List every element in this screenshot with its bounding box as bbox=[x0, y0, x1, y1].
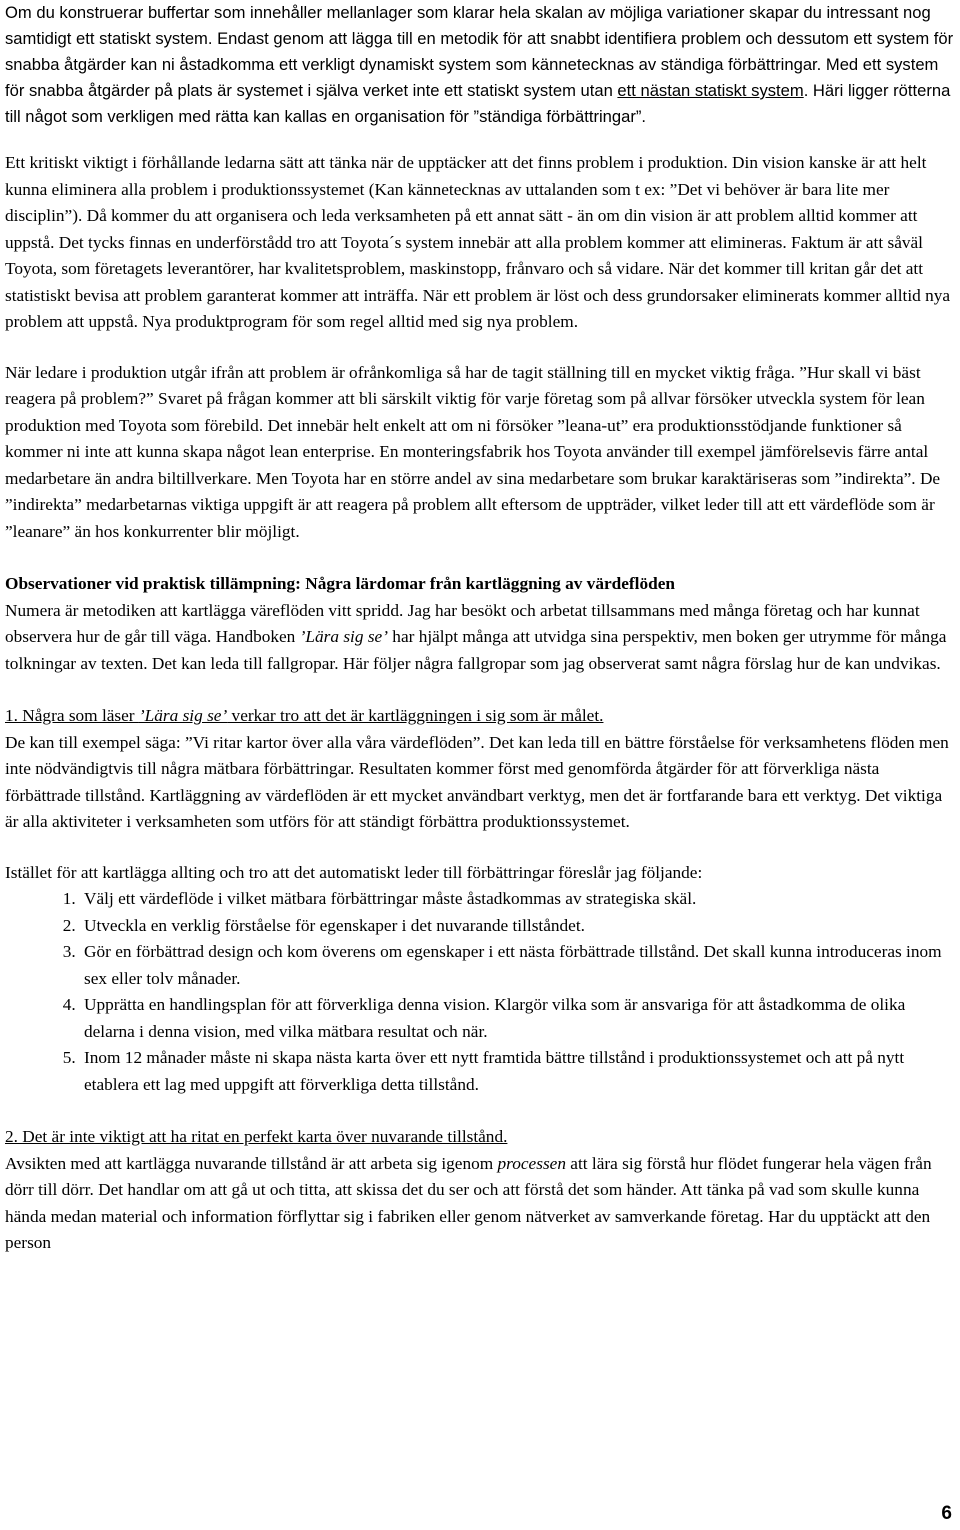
section-2-text-end: att lära sig förstå hur flödet fungerar hela vägen från dörr till dörr. Det handlar om att gå ut och titta, att skissa det du ser och att förstå det som händer. Att tänka på vad som skulle kunna hända medan material och information förflyttar sig i fabriken eller genom nätverket av samverkande företag. Har du upptäckt att den person bbox=[5, 1153, 932, 1252]
section-1-body: De kan till exempel säga: ”Vi ritar kartor över alla våra värdeflöden”. Det kan leda till en bättre förståelse för verksamhetens flöden men inte nödvändigtvis till några mätbara förbättringar. Resultaten kommer först med genomförda åtgärder för att förverkliga nästa förbättrade tillstånd. Kartläggning av värdeflöden är ett mycket användbart verktyg, men det är fortfarande bara ett verktyg. Det viktiga är alla aktiviteter i verksamheten som utförs för att ständigt förbättra produktionssystemet. bbox=[5, 732, 949, 831]
observations-text-end: har hjälpt många att utvidga sina perspektiv, men boken ger utrymme för många tolkningar av texten. Det kan leda till fallgropar. Här följer några fallgropar som jag observerat samt några förslag hur de kan undvikas. bbox=[5, 627, 947, 673]
proposal-intro: Istället för att kartlägga allting och tro att det automatiskt leder till förbättringar föreslår jag följande: bbox=[5, 862, 703, 882]
section-heading: Observationer vid praktisk tillämpning: Några lärdomar från kartläggning av värdeflöden bbox=[5, 574, 675, 593]
book-title: ’Lära sig se’ bbox=[299, 627, 388, 646]
section-1-book-title: ’Lära sig se’ bbox=[138, 706, 228, 725]
intro-text: Om du konstruerar buffertar som innehåller mellanlager som klarar hela skalan av möjliga variationer skapar du intressant nog samtidigt ett statiskt system. Endast genom att lägga till en metodik för att snabbt identifiera problem och dessutom ett system för snabba åtgärder kan ni åstadkomma ett verkligt dynamiskt system som kännetecknas av ständiga förbättringar. Med ett system för snabba åtgärder på plats är systemet i själva verket inte ett statiskt system utan bbox=[5, 3, 954, 100]
section-2-emphasis: processen bbox=[497, 1153, 566, 1173]
section-1-title-text: 1. Några som läser bbox=[5, 706, 139, 725]
list-item: 1. Välj ett värdeflöde i vilket mätbara förbättringar måste åstadkommas av strategiska skäl. bbox=[80, 886, 955, 913]
observations-paragraph bbox=[5, 598, 955, 678]
section-1-title-end: verkar tro att det är kartläggningen i sig som är målet. bbox=[227, 706, 604, 725]
section-2-title: 2. Det är inte viktigt att ha ritat en perfekt karta över nuvarande tillstånd. bbox=[5, 1127, 508, 1146]
intro-text-end: . Häri ligger rötterna till något som verkligen med rätta kan kallas en organisation för ”ständiga förbättringar”. bbox=[5, 81, 951, 126]
list-item: 2. Utveckla en verklig förståelse för egenskaper i det nuvarande tillståndet. bbox=[80, 913, 955, 940]
section-2-body bbox=[5, 1151, 955, 1257]
leaders-paragraph: När ledare i produktion utgår ifrån att problem är ofrånkomliga så har de tagit ställning till en mycket viktig fråga. ”Hur skall vi bäst reagera på problem?” Svaret på frågan kommer att bli särskilt viktig för varje företag som på allvar försöker utveckla system för lean produktion med Toyota som förebild. Det innebär helt enkelt att om ni försöker ”leana-ut” era produktionsstödjande funktioner så kommer ni inte att kunna skapa något lean enterprise. En monteringsfabrik hos Toyota använder till exempel jämförelsevis färre antal medarbetare än andra biltillverkare. Men Toyota har en större andel av sina medarbetare som brukar karaktäriseras som ”indirekta”. De ”indirekta” medarbetarnas viktiga uppgift är att reagera på problem allt eftersom de uppträder, vilket leder till att ett värdeflöde som är ”leanare” än hos konkurrenter blir möjligt. bbox=[5, 362, 941, 541]
list-item: 4. Upprätta en handlingsplan för att förverkliga denna vision. Klargör vilka som är ansvariga för att åstadkomma de olika delarna i denna vision, med vilka mätbara resultat och när. bbox=[80, 992, 955, 1045]
document-page bbox=[5, 0, 955, 1257]
list-item: 5. Inom 12 månader måste ni skapa nästa karta över ett nytt framtida bättre tillstånd i produktionssystemet och att på nytt etablera ett lag med uppgift att förverkliga detta tillstånd. bbox=[80, 1045, 955, 1098]
observations-text: Numera är metodiken att kartlägga väreflöden vitt spridd. Jag har besökt och arbetat tillsammans med många företag och har kunnat observera hur de går till väga. Handboken bbox=[5, 600, 920, 646]
problems-paragraph: Ett kritiskt viktigt i förhållande ledarna sätt att tänka när de upptäcker att det finns problem i produktion. Din vision kanske är att helt kunna eliminera alla problem i produktionssystemet (Kan kännetecknas av uttalanden som t ex: ”Det vi behöver är bara lite mer disciplin”). Då kommer du att organisera och leda verksamheten på ett annat sätt - än om din vision är att problem alltid kommer att uppstå. Det tycks finnas en underförstådd tro att Toyota´s system innebär att alla problem kommer att elimineras. Faktum är att såväl Toyota, som företagets leverantörer, har kvalitetsproblem, maskinstopp, frånvaro och så vidare. När det kommer till kritan går det att statistiskt bevisa att problem garanterat kommer att inträffa. När ett problem är löst och dess grundorsaker eliminerats kommer alltid nya problem att uppstå. Nya produktprogram för som regel alltid med sig nya problem. bbox=[5, 153, 951, 331]
section-1-title bbox=[5, 703, 955, 730]
intro-underlined-phrase: ett nästan statiskt system bbox=[617, 81, 804, 100]
list-item: 3. Gör en förbättrad design och kom överens om egenskaper i ett nästa förbättrade tillstånd. Det skall kunna introduceras inom sex eller tolv månader. bbox=[80, 939, 955, 992]
intro-paragraph bbox=[5, 0, 955, 130]
proposal-steps-list bbox=[5, 886, 955, 1098]
page-number: 6 bbox=[941, 1503, 952, 1524]
section-2-text: Avsikten med att kartlägga nuvarande tillstånd är att arbeta sig igenom bbox=[5, 1153, 498, 1173]
